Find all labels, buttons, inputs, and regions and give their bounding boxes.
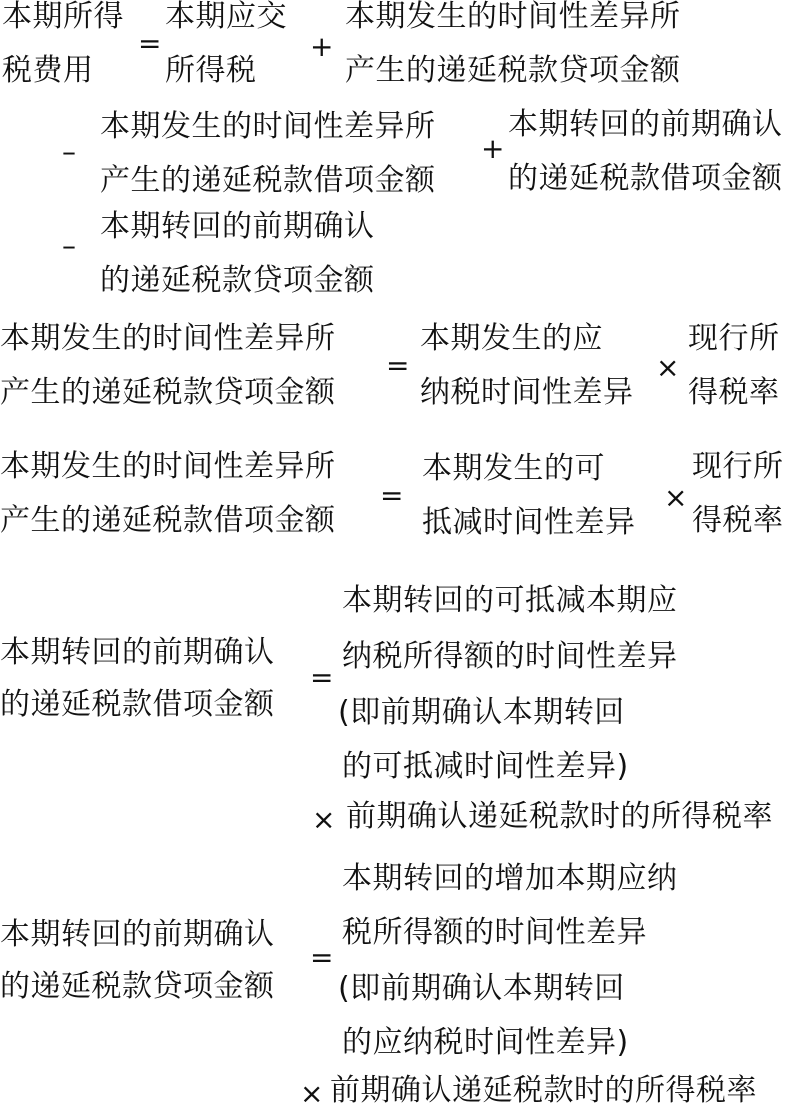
f5-times-sign: × <box>300 1077 324 1110</box>
f5-equals-sign: = <box>310 941 334 974</box>
f1-term2-line2: 产生的递延税款贷项金额 <box>345 53 681 88</box>
f4-times-sign: × <box>312 803 336 836</box>
f1-lhs-line2: 税费用 <box>2 53 94 88</box>
f1-term3-line2: 产生的递延税款借项金额 <box>100 163 436 198</box>
f4-right-line2: 纳税所得额的时间性差异 <box>342 639 678 674</box>
f4-right-line4: 的可抵减时间性差异) <box>342 749 629 784</box>
f1-plus-sign-2: + <box>481 132 505 165</box>
f3-lhs-line2: 产生的递延税款借项金额 <box>0 503 336 538</box>
f1-term4-line1: 本期转回的前期确认 <box>508 107 783 142</box>
f4-rate-label: 前期确认递延税款时的所得税率 <box>346 799 773 834</box>
f3-middle-line1: 本期发生的可 <box>422 451 605 486</box>
f5-right-line2: 税所得额的时间性差异 <box>342 915 647 950</box>
f3-middle-line2: 抵减时间性差异 <box>422 505 636 540</box>
f4-lhs-line1: 本期转回的前期确认 <box>0 635 275 670</box>
f1-term1-line1: 本期应交 <box>165 0 287 34</box>
f5-rate-label: 前期确认递延税款时的所得税率 <box>330 1073 757 1108</box>
f5-lhs-line1: 本期转回的前期确认 <box>0 917 275 952</box>
f3-times-sign: × <box>664 481 688 514</box>
f4-right-line3: (即前期确认本期转回 <box>338 695 625 730</box>
f3-right-line1: 现行所 <box>692 449 784 484</box>
f5-lhs-line2: 的递延税款贷项金额 <box>0 969 275 1004</box>
f2-middle-line1: 本期发生的应 <box>420 321 603 356</box>
f5-right-line1: 本期转回的增加本期应纳 <box>342 861 678 896</box>
f1-term5-line1: 本期转回的前期确认 <box>100 209 375 244</box>
f3-right-line2: 得税率 <box>692 503 784 538</box>
f1-term1-line2: 所得税 <box>165 53 257 88</box>
f1-plus-sign-1: + <box>310 30 334 63</box>
f1-minus-sign-2: – <box>62 229 76 262</box>
f4-right-line1: 本期转回的可抵减本期应 <box>342 583 678 618</box>
f1-term3-line1: 本期发生的时间性差异所 <box>100 109 436 144</box>
f2-times-sign: × <box>656 351 680 384</box>
f2-middle-line2: 纳税时间性差异 <box>420 375 634 410</box>
f5-right-line3: (即前期确认本期转回 <box>338 971 625 1006</box>
f2-right-line2: 得税率 <box>688 375 780 410</box>
f3-lhs-line1: 本期发生的时间性差异所 <box>0 449 336 484</box>
f4-lhs-line2: 的递延税款借项金额 <box>0 687 275 722</box>
f1-term5-line2: 的递延税款贷项金额 <box>100 263 375 298</box>
f2-equals-sign: = <box>386 349 410 382</box>
f1-equals-sign: = <box>138 27 162 60</box>
f5-right-line4: 的应纳税时间性差异) <box>342 1025 629 1060</box>
f1-lhs-line1: 本期所得 <box>2 0 124 34</box>
f2-lhs-line2: 产生的递延税款贷项金额 <box>0 375 336 410</box>
f3-equals-sign: = <box>380 479 404 512</box>
f2-lhs-line1: 本期发生的时间性差异所 <box>0 321 336 356</box>
f1-term4-line2: 的递延税款借项金额 <box>508 161 783 196</box>
f2-right-line1: 现行所 <box>688 321 780 356</box>
f4-equals-sign: = <box>310 661 334 694</box>
f1-minus-sign-1: – <box>62 135 76 168</box>
f1-term2-line1: 本期发生的时间性差异所 <box>345 0 681 34</box>
